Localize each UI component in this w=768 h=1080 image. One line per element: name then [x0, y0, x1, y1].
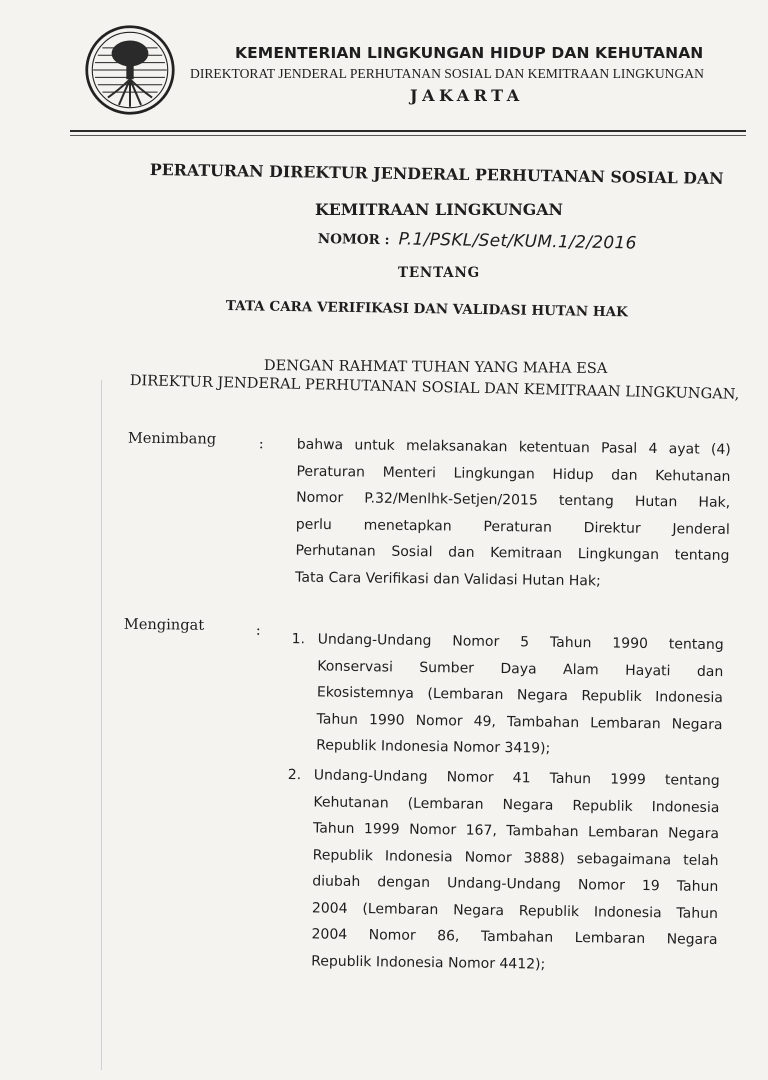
- mengingat-section: [0, 614, 768, 973]
- menimbang-line: Perhutanan Sosial dan Kemitraan Lingkungan tentang: [295, 542, 730, 564]
- nomor-label: NOMOR :: [317, 230, 390, 249]
- regulation-title-line1: PERATURAN DIREKTUR JENDERAL PERHUTANAN SOSIAL DAN: [149, 160, 724, 189]
- menimbang-line: Peraturan Menteri Lingkungan Hidup dan Kehutanan: [296, 463, 731, 485]
- list-number: 1.: [291, 631, 306, 648]
- list-line: Tahun 1990 Nomor 49, Tambahan Lembaran Negara: [316, 710, 723, 733]
- opening-dirjen: DIREKTUR JENDERAL PERHUTANAN SOSIAL DAN KEMITRAAN LINGKUNGAN,: [129, 372, 740, 403]
- list-line: diubah dengan Undang-Undang Nomor 19 Tahun: [312, 873, 719, 896]
- list-line: Republik Indonesia Nomor 3419);: [316, 737, 551, 757]
- menimbang-line: perlu menetapkan Peraturan Direktur Jenderal: [295, 516, 730, 538]
- list-number: 2.: [287, 767, 302, 784]
- mengingat-item-2: [285, 762, 724, 984]
- tentang-heading: TENTANG: [398, 265, 480, 281]
- nomor-value-handwritten: P.1/PSKL/Set/KUM.1/2/2016: [398, 229, 637, 254]
- mengingat-item-1: [290, 626, 728, 768]
- list-body: [316, 626, 724, 764]
- list-line: 2004 Nomor 86, Tambahan Lembaran Negara: [311, 926, 718, 949]
- list-line: Republik Indonesia Nomor 3888) sebagaimana telah: [312, 846, 719, 869]
- menimbang-line: bahwa untuk melaksanakan ketentuan Pasal 4 ayat (4): [296, 436, 731, 458]
- ministry-tree-emblem-icon: [84, 24, 176, 116]
- directorate-name: DIREKTORAT JENDERAL PERHUTANAN SOSIAL DAN KEMITRAAN LINGKUNGAN: [190, 66, 704, 81]
- regulation-topic: TATA CARA VERIFIKASI DAN VALIDASI HUTAN HAK: [225, 298, 628, 321]
- scan-margin-line: [101, 380, 102, 1070]
- list-line: Ekosistemnya (Lembaran Negara Republik Indonesia: [316, 684, 724, 707]
- letterhead-rule-thin: [70, 135, 746, 136]
- mengingat-label: Mengingat: [123, 615, 205, 634]
- list-line: Undang-Undang Nomor 41 Tahun 1999 tentang: [313, 767, 720, 790]
- list-line: Undang-Undang Nomor 5 Tahun 1990 tentang: [317, 631, 724, 654]
- list-body: [311, 762, 720, 980]
- menimbang-line: Tata Cara Verifikasi dan Validasi Hutan Hak;: [295, 569, 601, 589]
- list-line: Republik Indonesia Nomor 4412);: [311, 952, 546, 973]
- menimbang-colon: :: [258, 435, 264, 453]
- mengingat-colon: :: [255, 621, 261, 639]
- menimbang-section: [0, 428, 768, 589]
- regulation-number: [318, 228, 637, 254]
- letterhead-rule-thick: [70, 130, 746, 132]
- regulation-title-line2: KEMITRAAN LINGKUNGAN: [315, 200, 563, 219]
- list-line: Tahun 1999 Nomor 167, Tambahan Lembaran Negara: [312, 820, 720, 843]
- list-line: Kehutanan (Lembaran Negara Republik Indonesia: [313, 793, 720, 816]
- city-name: JAKARTA: [410, 86, 524, 105]
- opening-rahmat: DENGAN RAHMAT TUHAN YANG MAHA ESA: [263, 357, 608, 377]
- list-line: Konservasi Sumber Daya Alam Hayati dan: [317, 657, 724, 680]
- menimbang-line: Nomor P.32/Menlhk-Setjen/2015 tentang Hutan Hak,: [296, 489, 731, 511]
- ministry-name: KEMENTERIAN LINGKUNGAN HIDUP DAN KEHUTANAN: [235, 44, 704, 62]
- menimbang-label: Menimbang: [127, 429, 217, 448]
- list-line: 2004 (Lembaran Negara Republik Indonesia Tahun: [311, 899, 718, 922]
- menimbang-text: [295, 432, 731, 596]
